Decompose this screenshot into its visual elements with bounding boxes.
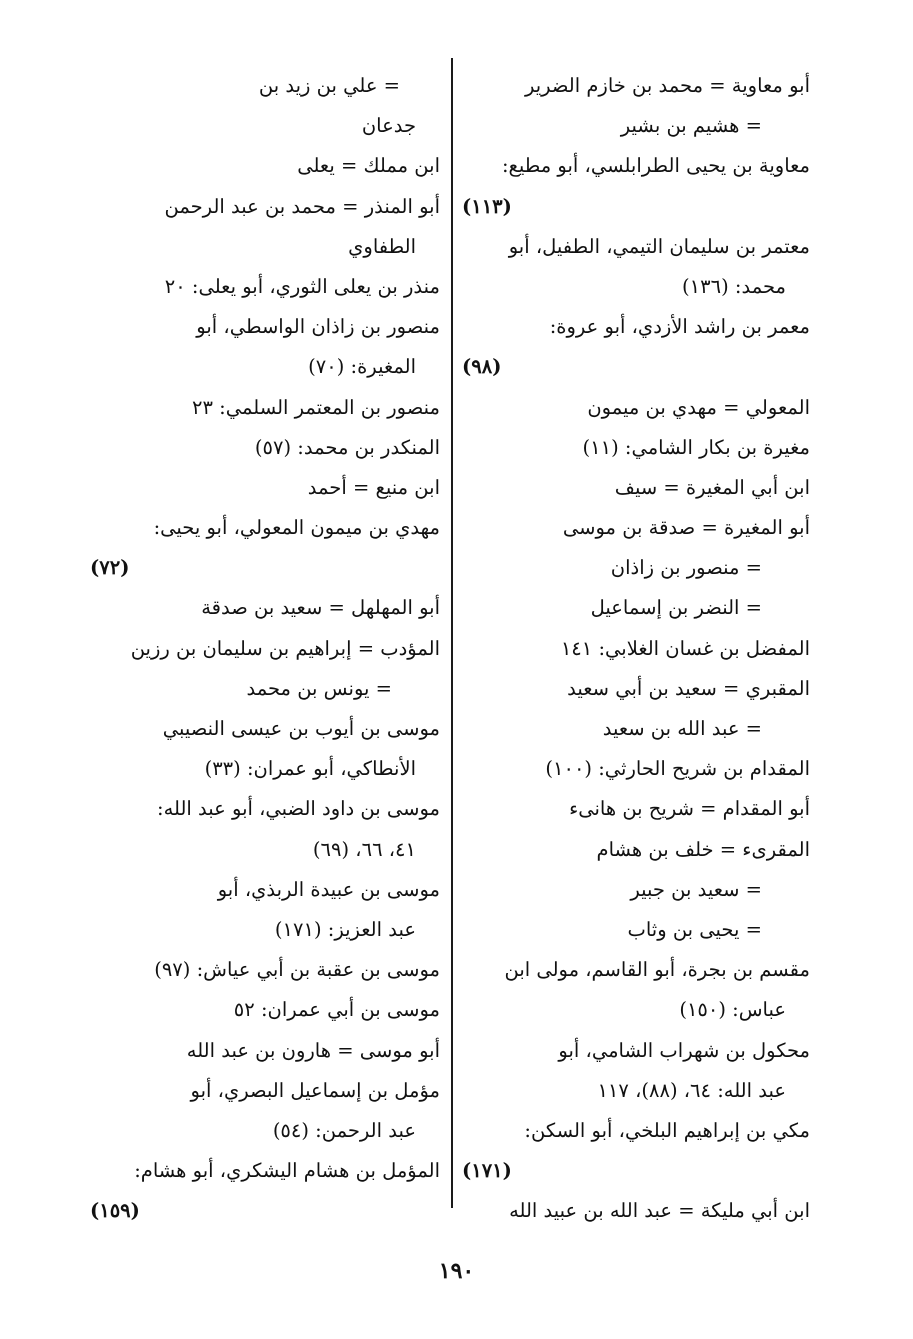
index-entry: موسى بن أبي عمران: ٥٢ — [233, 998, 440, 1022]
index-entry: أبو المنذر = محمد بن عبد الرحمن — [164, 194, 440, 218]
index-entry: = النضر بن إسماعيل — [590, 596, 762, 620]
index-entry: ابن أبي مليكة = عبد الله بن عبيد الله — [509, 1199, 810, 1223]
index-entry: عبد العزيز: (١٧١) — [274, 917, 416, 941]
index-entry: ابن أبي المغيرة = سيف — [614, 475, 810, 499]
page-number: ١٩٠ — [438, 1258, 475, 1284]
index-entry: الطفاوي — [348, 234, 416, 258]
index-entry: أبو موسى = هارون بن عبد الله — [186, 1038, 440, 1062]
index-entry: معاوية بن يحيى الطرابلسي، أبو مطيع: — [501, 154, 810, 178]
index-entry: منصور بن زاذان الواسطي، أبو — [196, 315, 440, 339]
index-entry: أبو المهلهل = سعيد بن صدقة — [201, 596, 440, 620]
column-divider — [451, 58, 453, 1208]
index-entry: جدعان — [361, 114, 416, 138]
index-entry: المؤدب = إبراهيم بن سليمان بن رزين — [130, 636, 440, 660]
right-column — [462, 66, 810, 1231]
index-entry: موسى بن عقبة بن أبي عياش: (٩٧) — [154, 958, 440, 982]
index-entry: المقبري = سعيد بن أبي سعيد — [567, 676, 810, 700]
index-entry: المفضل بن غسان الغلابي: ١٤١ — [560, 636, 810, 660]
index-entry: = هشيم بن بشير — [620, 114, 762, 138]
index-entry: عبد الله: ٦٤، (٨٨)، ١١٧ — [597, 1078, 786, 1102]
index-entry: = منصور بن زاذان — [610, 556, 762, 580]
index-entry: مقسم بن بجرة، أبو القاسم، مولى ابن — [504, 958, 810, 982]
left-column — [90, 66, 440, 1231]
index-entry: مغيرة بن بكار الشامي: (١١) — [582, 435, 810, 459]
index-entry: محكول بن شهراب الشامي، أبو — [558, 1038, 810, 1062]
index-entry: عباس: (١٥٠) — [679, 998, 786, 1022]
index-entry: أبو معاوية = محمد بن خازم الضرير — [524, 74, 810, 97]
index-entry: = يونس بن محمد — [246, 676, 392, 700]
index-entry: مؤمل بن إسماعيل البصري، أبو — [190, 1078, 440, 1102]
index-entry: منصور بن المعتمر السلمي: ٢٣ — [191, 395, 440, 419]
index-entry: (١١٣) — [462, 194, 512, 218]
index-entry: المؤمل بن هشام اليشكري، أبو هشام: — [134, 1159, 440, 1183]
index-entry: موسى بن عبيدة الربذي، أبو — [217, 877, 440, 901]
index-entry: ابن مملك = يعلى — [297, 154, 440, 178]
index-entry: الأنطاكي، أبو عمران: (٣٣) — [204, 757, 416, 781]
index-entry: ابن منيع = أحمد — [307, 475, 440, 499]
index-entry: = علي بن زيد بن — [258, 74, 400, 97]
index-entry: موسى بن أيوب بن عيسى النصيبي — [162, 717, 440, 740]
index-entry: ٤١، ٦٦، (٦٩) — [312, 837, 416, 861]
index-entry: محمد: (١٣٦) — [682, 274, 786, 298]
index-entry: مكي بن إبراهيم البلخي، أبو السكن: — [524, 1118, 810, 1142]
index-entry: (١٥٩) — [90, 1199, 140, 1223]
index-entry: المعولي = مهدي بن ميمون — [587, 395, 810, 419]
index-entry: = عبد الله بن سعيد — [602, 717, 762, 740]
index-entry: عبد الرحمن: (٥٤) — [272, 1118, 416, 1142]
index-entry: أبو المغيرة = صدقة بن موسى — [562, 516, 810, 540]
index-entry: المغيرة: (٧٠) — [308, 355, 416, 379]
index-entry: المقرىء = خلف بن هشام — [596, 837, 810, 861]
index-entry: المنكدر بن محمد: (٥٧) — [254, 435, 440, 459]
index-entry: المقدام بن شريح الحارثي: (١٠٠) — [545, 757, 810, 781]
index-entry: (٧٢) — [90, 556, 130, 580]
index-entry: = سعيد بن جبير — [630, 877, 762, 901]
index-entry: مهدي بن ميمون المعولي، أبو يحيى: — [153, 516, 440, 540]
index-entry: (٩٨) — [462, 355, 502, 379]
index-entry: معمر بن راشد الأزدي، أبو عروة: — [549, 315, 810, 339]
index-entry: منذر بن يعلى الثوري، أبو يعلى: ٢٠ — [164, 274, 440, 298]
index-entry: معتمر بن سليمان التيمي، الطفيل، أبو — [508, 234, 810, 258]
index-entry: (١٧١) — [462, 1159, 512, 1183]
index-entry: = يحيى بن وثاب — [627, 917, 762, 941]
index-entry: أبو المقدام = شريح بن هانىء — [569, 797, 810, 821]
index-entry: موسى بن داود الضبي، أبو عبد الله: — [157, 797, 440, 821]
